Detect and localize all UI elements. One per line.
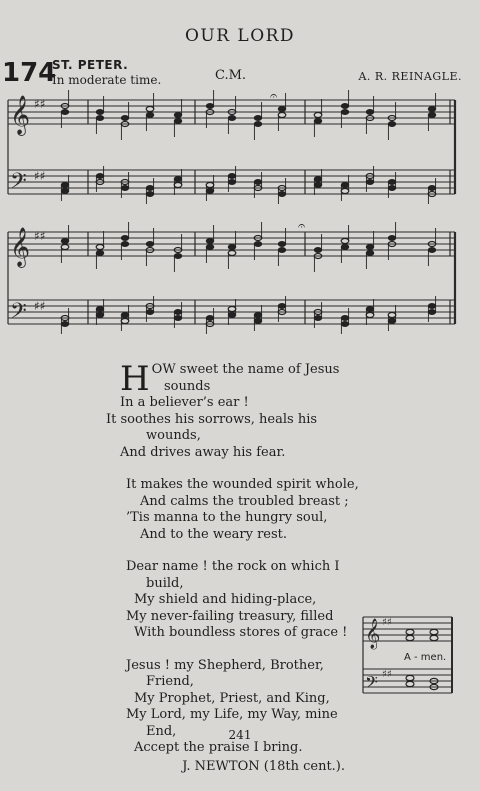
note-head <box>314 248 322 253</box>
verse-line: In a believer’s ear ! <box>120 395 249 410</box>
amen-text: A - men. <box>404 652 447 663</box>
note-head <box>96 174 104 179</box>
note-head <box>278 113 286 118</box>
note-head <box>121 186 129 191</box>
note-head <box>341 104 349 109</box>
verse-line: Friend, <box>146 674 194 689</box>
note-head <box>174 254 182 259</box>
note-head <box>206 104 214 109</box>
note-head <box>278 107 286 112</box>
svg-text:♯♯: ♯♯ <box>34 229 46 243</box>
treble-clef-icon: 𝄞 <box>10 95 31 135</box>
note-head <box>121 313 129 318</box>
note-head <box>96 110 104 115</box>
note-head <box>206 189 214 194</box>
note-head <box>174 113 182 118</box>
note-head <box>228 313 236 318</box>
note-head <box>388 186 396 191</box>
meter: C.M. <box>215 68 247 83</box>
note-head <box>388 236 396 241</box>
section-title: OUR LORD <box>184 26 296 46</box>
note-head <box>254 313 262 318</box>
note-head <box>254 242 262 247</box>
tempo-marking: In moderate time. <box>52 73 162 87</box>
note-head <box>206 239 214 244</box>
note-head <box>228 307 236 312</box>
drop-cap: H <box>120 359 150 399</box>
note-head <box>174 316 182 321</box>
note-head <box>388 180 396 185</box>
note-head <box>254 116 262 121</box>
verse-line: My Lord, my Life, my Way, mine <box>126 707 338 722</box>
music-score <box>0 88 470 348</box>
verse-line: And calms the troubled breast ; <box>140 493 349 509</box>
page-number: 241 <box>228 728 252 742</box>
tune-name: ST. PETER. <box>52 58 129 72</box>
hymn-number: 174 <box>2 58 57 88</box>
note-head <box>121 116 129 121</box>
verse-4 <box>120 658 345 776</box>
note-head <box>121 236 129 241</box>
note-head <box>341 239 349 244</box>
fermata-icon: 𝄐 <box>298 219 306 234</box>
note-head <box>366 307 374 312</box>
verse-line: wounds, <box>146 428 201 443</box>
fermata-icon: 𝄐 <box>270 89 278 104</box>
note-head <box>341 183 349 188</box>
note-head <box>96 245 104 250</box>
note-head <box>428 304 436 309</box>
note-head <box>206 316 214 321</box>
note-head <box>146 192 154 197</box>
verse-1 <box>106 359 345 461</box>
verse-line: It makes the wounded spirit whole, <box>126 477 359 492</box>
note-head <box>278 242 286 247</box>
note-head <box>121 319 129 324</box>
verse-line: OW sweet the name of Jesus <box>151 362 340 377</box>
note-head <box>314 316 322 321</box>
bass-clef-icon: 𝄢 <box>10 169 27 199</box>
note-head <box>61 322 69 327</box>
verse-line: sounds <box>164 378 211 394</box>
note-head <box>314 119 322 124</box>
note-head <box>388 122 396 127</box>
note-head <box>61 183 69 188</box>
note-head <box>96 251 104 256</box>
note-head <box>61 110 69 115</box>
note-head <box>254 180 262 185</box>
svg-text:♯♯: ♯♯ <box>382 617 392 628</box>
note-head <box>121 242 129 247</box>
verse-line: build, <box>146 575 184 591</box>
note-head <box>174 310 182 315</box>
note-head <box>341 245 349 250</box>
hymn-text <box>106 359 359 791</box>
verse-line: My shield and hiding-place, <box>134 592 317 607</box>
note-head <box>366 110 374 115</box>
verse-line: End, <box>146 723 177 739</box>
note-head <box>174 119 182 124</box>
note-head <box>254 319 262 324</box>
note-head <box>341 189 349 194</box>
author-credit: J. NEWTON (18th cent.). <box>182 758 345 774</box>
svg-text:♯♯: ♯♯ <box>34 169 46 183</box>
note-head <box>146 310 154 315</box>
note-head <box>366 313 374 318</box>
verse-line: ’Tis manna to the hungry soul, <box>126 510 328 525</box>
svg-text:♯♯: ♯♯ <box>34 97 46 111</box>
verse-line: Accept the praise I bring. <box>134 740 303 755</box>
note-head <box>428 186 436 191</box>
verse-line: My never-failing treasury, filled <box>126 608 334 624</box>
note-head <box>96 307 104 312</box>
note-head <box>228 116 236 121</box>
note-head <box>428 107 436 112</box>
verse-line: With boundless stores of grace ! <box>134 625 348 640</box>
note-head <box>61 239 69 244</box>
note-head <box>146 186 154 191</box>
note-head <box>278 192 286 197</box>
note-head <box>278 248 286 253</box>
svg-text:♯♯: ♯♯ <box>34 299 46 313</box>
note-head <box>174 177 182 182</box>
bass-clef-icon: 𝄢 <box>10 299 27 329</box>
verse-line: And drives away his fear. <box>120 444 286 460</box>
note-head <box>314 113 322 118</box>
note-head <box>228 251 236 256</box>
svg-text:𝄞: 𝄞 <box>365 619 381 649</box>
composer: A. R. REINAGLE. <box>358 70 462 83</box>
note-head <box>388 313 396 318</box>
note-head <box>206 183 214 188</box>
verse-2 <box>120 477 359 543</box>
note-head <box>96 116 104 121</box>
note-head <box>228 174 236 179</box>
note-head <box>366 180 374 185</box>
note-head <box>341 322 349 327</box>
svg-text:𝄢: 𝄢 <box>365 672 378 695</box>
note-head <box>254 122 262 127</box>
verse-line: Jesus ! my Shepherd, Brother, <box>126 657 324 673</box>
amen-score <box>360 605 455 695</box>
note-head <box>228 180 236 185</box>
note-head <box>146 113 154 118</box>
verse-3 <box>120 559 348 642</box>
treble-clef-icon: 𝄞 <box>10 227 31 267</box>
svg-text:♯♯: ♯♯ <box>382 669 392 680</box>
note-head <box>428 113 436 118</box>
note-head <box>366 245 374 250</box>
note-head <box>388 319 396 324</box>
note-head <box>146 242 154 247</box>
note-head <box>206 245 214 250</box>
note-head <box>278 304 286 309</box>
verse-line: And to the weary rest. <box>140 526 288 542</box>
note-head <box>341 110 349 115</box>
note-head <box>146 107 154 112</box>
note-head <box>61 189 69 194</box>
note-head <box>61 245 69 250</box>
note-head <box>341 316 349 321</box>
verse-line: It soothes his sorrows, heals his <box>106 411 318 427</box>
note-head <box>174 183 182 188</box>
verse-line: Dear name ! the rock on which I <box>126 559 340 574</box>
note-head <box>366 251 374 256</box>
verse-line: My Prophet, Priest, and King, <box>134 690 330 706</box>
note-head <box>228 245 236 250</box>
note-head <box>96 313 104 318</box>
note-head <box>314 183 322 188</box>
note-head <box>428 248 436 253</box>
note-head <box>428 310 436 315</box>
note-head <box>314 177 322 182</box>
